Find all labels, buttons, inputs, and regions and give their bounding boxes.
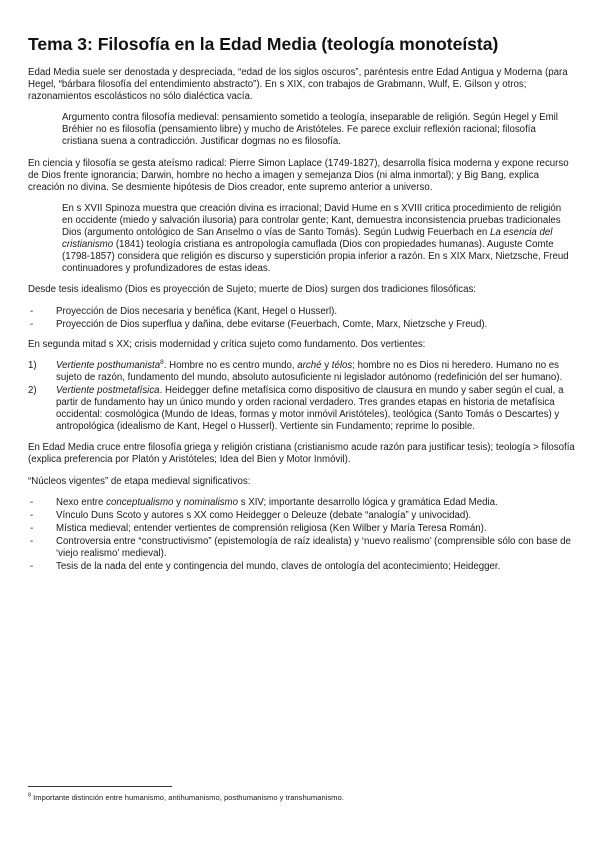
intro-paragraph: Edad Media suele ser denostada y despreciada, “edad de los siglos oscuros”, paréntesis entre Edad Antigua y Moderna (para Hegel, “bárbara filosofía del entendimiento abstracto”). En s XIX, con trabajos de Grabmann, Wulf, E. Gilson y otros; razonamientos escolásticos no sólo dialéctica vacía. xyxy=(28,67,568,103)
list-item-text: Controversia entre “constructivismo” (epistemología de raíz idealista) y ‘nuevo realismo’ (comprensible sólo con base de ‘viejo realismo’ medieval). xyxy=(56,535,571,559)
quote2-text-end: (1841) teología cristiana es antropología camuflada (Dios con propiedades humanas). Auguste Comte (1798-1857) considera que religión es discurso y superstición propia inferior a razón. En s XIX Marx, Nietzsche, Freud continuadores y profundizadores de estas ideas. xyxy=(62,239,569,275)
vertiente-label: Vertiente posthumanista xyxy=(56,359,161,371)
list-item-text: y xyxy=(173,496,184,508)
list-item-text: Mística medieval; entender vertientes de comprensión religiosa (Ken Wilber y María Teresa Román). xyxy=(56,522,487,534)
quote2-text-start: En s XVII Spinoza muestra que creación divina es irracional; David Hume en s XVIII critica procedimiento de religión en occidente (miedo y salvación ilusoria) para controlar gente; Kant, demuestra inconsistencia pruebas tradicionales Dios (argumento ontológico de San Anselmo o vías de Santo Tomás). Según Ludwig Feuerbach en xyxy=(62,202,562,239)
atheism-paragraph: En ciencia y filosofía se gesta ateísmo radical: Pierre Simon Laplace (1749-1827), desarrolla física moderna y expone recurso de Dios frente ignorancia; Darwin, hombre no hecho a imagen y semejanza Dios (ni alma inmortal); y Big Bang, explica creación no divina. Se desmiente hipótesis de Dios creador, ente supremo anterior a universo. xyxy=(28,157,569,193)
dash-marker: - xyxy=(30,509,34,521)
list-item xyxy=(28,385,576,433)
quote-paragraph-1: Argumento contra filosofía medieval: pensamiento sometido a teología, inseparable de religión. Según Hegel y Emil Bréhier no es filosofía (pensamiento libre) y mucho de Aristóteles. Fe parece excluir reflexión racional; filosofía cristiana suena a contradicción. Justificar dogmas no es filosofía. xyxy=(62,112,558,148)
document-page xyxy=(28,34,576,581)
crisis-paragraph: En segunda mitad s XX; crisis modernidad y crítica sujeto como fundamento. Dos vertientes: xyxy=(28,338,426,350)
list-item-text: Vínculo Duns Scoto y autores s XX como Heidegger o Deleuze (debate “analogía” y univocidad). xyxy=(56,509,472,521)
list-item xyxy=(28,523,576,535)
term-telos: télos xyxy=(331,359,353,371)
term-arche: arché xyxy=(297,359,322,371)
list-item-text: Proyección de Dios necesaria y benéfica (Kant, Hegel o Husserl). xyxy=(56,305,338,317)
nucleos-heading: “Núcleos vigentes” de etapa medieval significativos: xyxy=(28,475,251,487)
page-title: Tema 3: Filosofía en la Edad Media (teología monoteísta) xyxy=(28,34,499,54)
nucleos-list xyxy=(28,497,576,574)
idealism-paragraph: Desde tesis idealismo (Dios es proyección de Sujeto; muerte de Dios) surgen dos tradiciones filosóficas: xyxy=(28,284,476,296)
list-number: 2) xyxy=(28,384,37,396)
list-item-text: Nexo entre xyxy=(56,496,107,508)
medieval-paragraph: En Edad Media cruce entre filosofía griega y religión cristiana (cristianismo acude razón para justificar tesis); teología > filosofía (explica preferencia por Platón y Aristóteles; Idea del Bien y Motor Inmóvil). xyxy=(28,442,575,466)
list-item-text: ; hombre no es Dios ni heredero. Humano no es sujeto de razón, fundamento del mundo, absoluto autosuficiente ni legislador autónomo (redefinición del ser humano). xyxy=(56,359,563,383)
book-title: La esencia del cristianismo xyxy=(62,227,553,251)
list-number: 1) xyxy=(28,359,37,371)
list-item xyxy=(28,497,576,509)
list-item-text: y xyxy=(321,359,332,371)
list-item-text: s XIV; importante desarrollo lógica y gramática Edad Media. xyxy=(238,496,498,508)
traditions-list xyxy=(28,306,576,331)
list-item-text: Tesis de la nada del ente y contingencia del mundo, claves de ontología del acontecimiento; Heidegger. xyxy=(56,561,501,573)
footnote-divider xyxy=(28,786,172,787)
list-item-text: . Heidegger define metafísica como dispositivo de clausura en mundo y saber según el cual, a partir de fundamento hay un único mundo y orden racional verdadero. Tres grandes etapas en historia de metafísica occidental: cosmológica (Mundo de Ideas, formas y motor inmóvil Aristóteles), teológica (Santo Tomás o Descartes) y antropológica (idealismo de Kant, Hegel o Husserl). Vertiente sin Fundamento; reprime lo posible. xyxy=(56,384,564,433)
term-conceptualismo: conceptualismo xyxy=(106,496,174,508)
list-item xyxy=(28,306,576,318)
term-nominalismo: nominalismo xyxy=(183,496,239,508)
footnote xyxy=(28,793,344,803)
dash-marker: - xyxy=(30,305,34,317)
dash-marker: - xyxy=(30,535,34,547)
quote-paragraph-2 xyxy=(62,203,572,276)
list-item-text: . Hombre no es centro mundo, xyxy=(163,359,298,371)
dash-marker: - xyxy=(30,561,34,573)
footnote-text: Importante distinción entre humanismo, antihumanismo, posthumanismo y transhumanismo. xyxy=(31,793,344,802)
list-item xyxy=(28,360,576,384)
list-item xyxy=(28,536,576,560)
dash-marker: - xyxy=(30,496,34,508)
vertiente-label: Vertiente postmetafísica xyxy=(56,384,160,396)
vertientes-list xyxy=(28,360,576,434)
dash-marker: - xyxy=(30,318,34,330)
list-item-text: Proyección de Dios superflua y dañina, debe evitarse (Feuerbach, Comte, Marx, Nietzsche y Freud). xyxy=(56,318,488,330)
footnote-ref[interactable]: 8 xyxy=(160,358,164,366)
dash-marker: - xyxy=(30,522,34,534)
footnote-number: 8 xyxy=(28,792,32,799)
list-item xyxy=(28,510,576,522)
list-item xyxy=(28,561,576,573)
list-item xyxy=(28,319,576,331)
